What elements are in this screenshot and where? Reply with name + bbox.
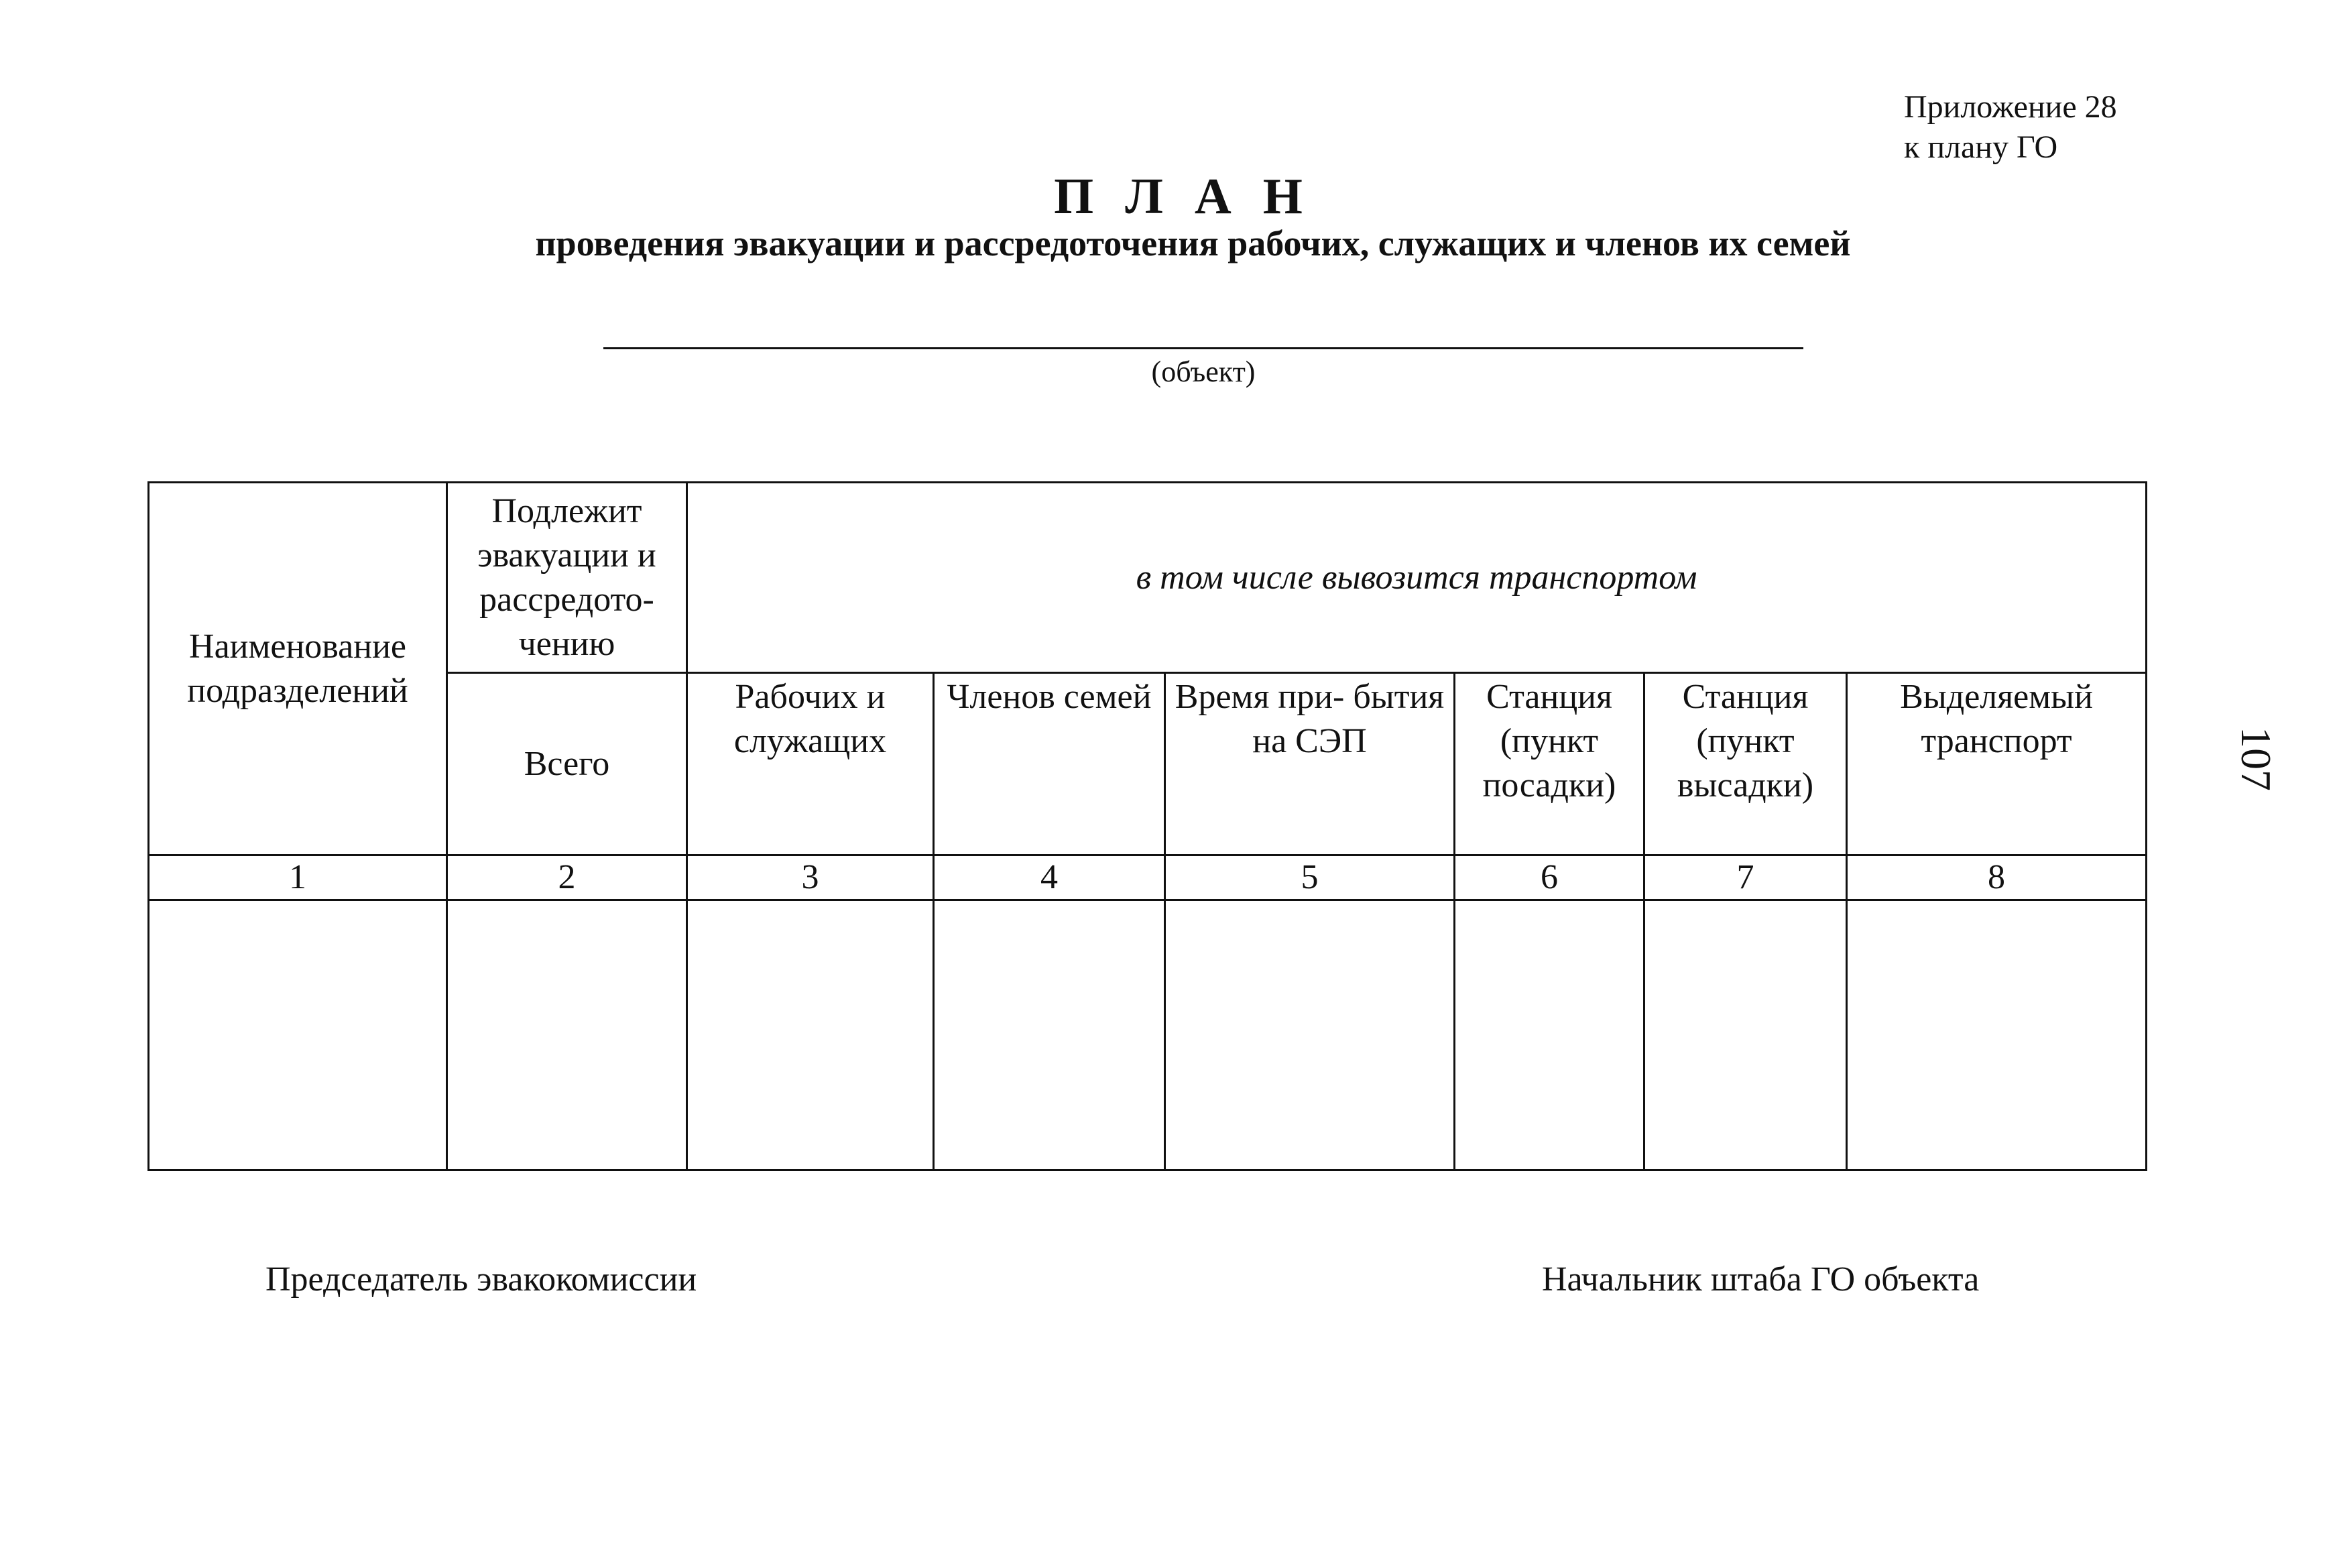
column-number: 8	[1847, 855, 2147, 900]
column-number: 5	[1165, 855, 1455, 900]
document-title: П Л А Н	[1054, 168, 1312, 225]
table-cell	[447, 900, 687, 1170]
column-number: 4	[934, 855, 1165, 900]
table-cell	[1847, 900, 2147, 1170]
appendix-note	[1904, 87, 2117, 168]
header-unit-name: Наименование подразделений	[149, 483, 447, 855]
object-caption: (объект)	[1151, 355, 1256, 388]
header-family-members: Членов семей	[934, 673, 1165, 855]
table-cell	[1455, 900, 1644, 1170]
table-cell	[149, 900, 447, 1170]
appendix-line-1: Приложение 28	[1904, 89, 2117, 125]
header-total: Всего	[447, 673, 687, 855]
signature-evacuation-commission-chair: Председатель эвакокомиссии	[265, 1260, 697, 1299]
evacuation-plan-table	[147, 481, 2147, 1171]
column-number: 3	[687, 855, 934, 900]
column-number: 7	[1644, 855, 1847, 900]
header-arrival-time: Время при- бытия на СЭП	[1165, 673, 1455, 855]
column-number: 6	[1455, 855, 1644, 900]
document-subtitle: проведения эвакуации и рассредоточения рабочих, служащих и членов их семей	[535, 223, 1851, 263]
page-number: 107	[2232, 727, 2280, 791]
object-fill-line	[603, 347, 1803, 349]
header-allocated-transport: Выделяемый транспорт	[1847, 673, 2147, 855]
header-subject-to-evacuation: Подлежит эвакуации и рассредото- чению	[447, 483, 687, 673]
table-cell	[934, 900, 1165, 1170]
column-number: 1	[149, 855, 447, 900]
table-row	[149, 900, 2147, 1170]
header-boarding-station: Станция (пункт посадки)	[1455, 673, 1644, 855]
column-number: 2	[447, 855, 687, 900]
table-cell	[687, 900, 934, 1170]
signature-civil-defense-chief: Начальник штаба ГО объекта	[1542, 1260, 1980, 1299]
appendix-line-2: к плану ГО	[1904, 129, 2058, 165]
table-cell	[1644, 900, 1847, 1170]
column-number-row	[149, 855, 2147, 900]
table-cell	[1165, 900, 1455, 1170]
header-workers: Рабочих и служащих	[687, 673, 934, 855]
header-transported-group: в том числе вывозится транспортом	[687, 483, 2147, 673]
header-drop-off-station: Станция (пункт высадки)	[1644, 673, 1847, 855]
